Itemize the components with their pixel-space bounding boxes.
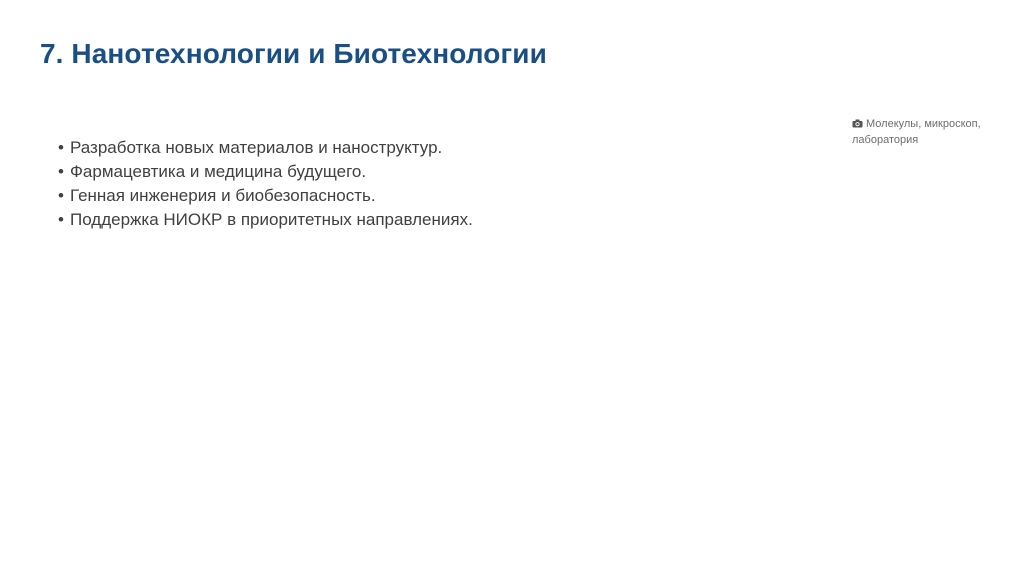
slide-title: 7. Нанотехнологии и Биотехнологии [40, 38, 547, 69]
bullet-text: Фармацевтика и медицина будущего. [70, 162, 367, 181]
bullet-item [58, 184, 473, 208]
bullet-item [58, 136, 473, 160]
bullet-item [58, 208, 473, 232]
bullet-text: Разработка новых материалов и наноструктур. [70, 138, 443, 157]
bullet-list [58, 136, 473, 232]
image-placeholder-caption [852, 116, 1012, 148]
bullet-text: Генная инженерия и биобезопасность. [70, 186, 376, 205]
bullet-marker: • [58, 138, 64, 157]
camera-icon [852, 119, 863, 128]
bullet-text: Поддержка НИОКР в приоритетных направлениях. [70, 210, 473, 229]
bullet-item [58, 160, 473, 184]
bullet-marker: • [58, 162, 64, 181]
bullet-marker: • [58, 186, 64, 205]
bullet-marker: • [58, 210, 64, 229]
image-caption-text: Молекулы, микроскоп, лаборатория [852, 118, 981, 146]
